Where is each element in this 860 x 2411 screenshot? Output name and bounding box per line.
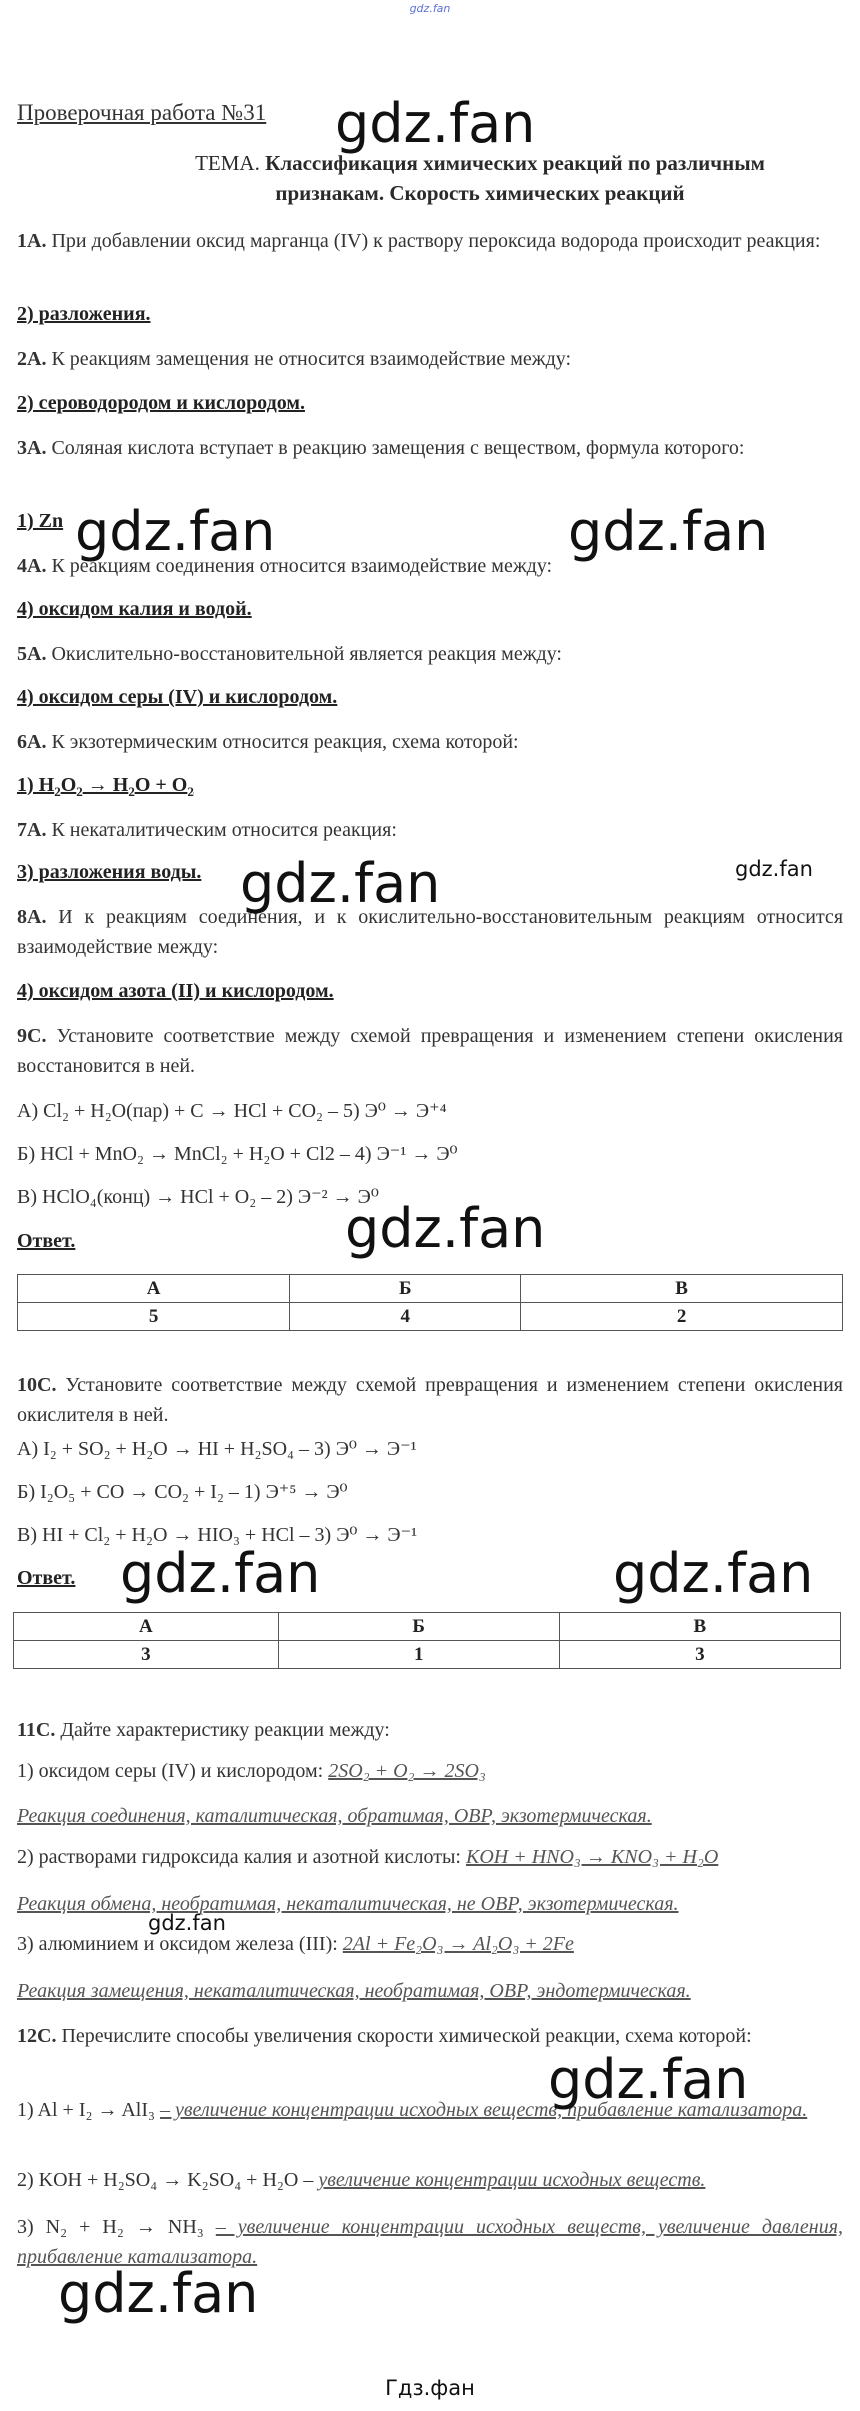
theme-heading [110, 148, 850, 208]
answer-sub: 2 [76, 784, 83, 799]
answer-7: 3) разложения воды. [17, 861, 202, 883]
scheme-c: В) HI + Cl₂ + H₂O → HIO₃ + HCl – 3) Э⁰ → Э⁻¹ [17, 1524, 418, 1546]
question-text: Перечислите способы увеличения скорости химической реакции, схема которой: [61, 2025, 752, 2047]
table-cell: 3 [14, 1641, 279, 1669]
answer-part: 1) H [17, 774, 55, 796]
question-text: Дайте характеристику реакции между: [60, 1719, 390, 1741]
question-number: 2А. [17, 348, 47, 370]
table-header: В [559, 1613, 840, 1641]
question-1 [17, 226, 843, 256]
question-12 [17, 2021, 843, 2051]
reaction-equation: KOH + HNO₃ → KNO₃ + H₂O [465, 1846, 719, 1868]
question-2 [17, 344, 843, 374]
question-number: 4А. [17, 555, 47, 577]
answer-sub: 2 [54, 784, 61, 799]
question-number: 7А. [17, 819, 47, 841]
question-number: 11С. [17, 1719, 56, 1741]
watermark: gdz.fan [548, 2048, 749, 2111]
reaction-equation: 2SO₂ + O₂ → 2SO₃ [328, 1760, 486, 1782]
question-7 [17, 815, 843, 845]
method-2 [17, 2169, 705, 2192]
question-text: К реакциям соединения относится взаимодействие между: [51, 555, 553, 577]
question-text: К некаталитическим относится реакция: [51, 819, 397, 841]
question-11 [17, 1715, 843, 1745]
question-text: К реакциям замещения не относится взаимодействие между: [51, 348, 572, 370]
watermark: gdz.fan [240, 852, 441, 915]
question-text: Окислительно-восстановительной является реакция между: [51, 643, 562, 665]
answer-sub: 2 [128, 784, 135, 799]
question-number: 6А. [17, 731, 47, 753]
watermark: gdz.fan [335, 92, 536, 155]
answer-sub: 2 [187, 784, 194, 799]
method-description: – увеличение концентрации исходных веществ, увеличение давления, прибавление катализатора. [17, 2216, 843, 2268]
watermark: gdz.fan [58, 2262, 259, 2325]
question-10 [17, 1370, 843, 1430]
answer-4: 4) оксидом калия и водой. [17, 598, 252, 620]
table-cell: 5 [18, 1303, 290, 1331]
question-text: Установите соответствие между схемой превращения и изменением степени окисления окислителя в ней. [17, 1374, 843, 1426]
table-header: А [18, 1275, 290, 1303]
question-text: К экзотермическим относится реакция, схема которой: [51, 731, 519, 753]
answer-2: 2) сероводородом и кислородом. [17, 392, 305, 414]
scheme-b: Б) HCl + MnO₂ → MnCl₂ + H₂O + Cl2 – 4) Э⁻¹ → Э⁰ [17, 1143, 458, 1165]
top-watermark: gdz.fan [409, 2, 451, 15]
answer-6 [17, 774, 194, 797]
answer-table-9 [17, 1274, 843, 1331]
method-description: – увеличение концентрации исходных веществ, прибавление катализатора. [160, 2099, 808, 2121]
answer-label: Ответ. [17, 1567, 76, 1589]
table-row [14, 1641, 841, 1669]
reaction-2-description: Реакция обмена, необратимая, некаталитическая, не ОВР, экзотермическая. [17, 1893, 679, 1915]
question-3 [17, 433, 843, 463]
question-6 [17, 727, 843, 757]
answer-3: 1) Zn [17, 510, 64, 532]
watermark: gdz.fan [735, 857, 813, 881]
answer-part: → H [82, 774, 129, 796]
question-5 [17, 639, 843, 669]
reaction-2 [17, 1846, 718, 1869]
question-number: 9С. [17, 1025, 47, 1047]
table-header-row [14, 1613, 841, 1641]
answer-label: Ответ. [17, 1230, 76, 1252]
question-number: 5А. [17, 643, 47, 665]
scheme-b: Б) I₂O₅ + CO → CO₂ + I₂ – 1) Э⁺⁵ → Э⁰ [17, 1481, 348, 1503]
question-number: 8А. [17, 906, 47, 928]
reaction-3 [17, 1933, 574, 1956]
reaction-label: 1) оксидом серы (IV) и кислородом: [17, 1760, 324, 1782]
question-number: 12С. [17, 2025, 57, 2047]
table-header-row [18, 1275, 843, 1303]
answer-table-10 [13, 1612, 841, 1669]
answer-5: 4) оксидом серы (IV) и кислородом. [17, 686, 338, 708]
watermark: gdz.fan [120, 1542, 321, 1605]
question-text: При добавлении оксид марганца (IV) к раствору пероксида водорода происходит реакция: [51, 230, 821, 252]
question-text: Соляная кислота вступает в реакцию замещения с веществом, формула которого: [51, 437, 745, 459]
theme-line-1: Классификация химических реакций по различным [265, 151, 765, 175]
page-title: Проверочная работа №31 [17, 100, 267, 125]
theme-line-2: признакам. Скорость химических реакций [275, 181, 685, 205]
watermark: gdz.fan [148, 1911, 226, 1935]
reaction-label: 2) растворами гидроксида калия и азотной кислоты: [17, 1846, 461, 1868]
table-row [18, 1303, 843, 1331]
watermark: gdz.fan [613, 1542, 814, 1605]
table-header: А [14, 1613, 279, 1641]
watermark: gdz.fan [345, 1197, 546, 1260]
question-text: Установите соответствие между схемой превращения и изменением степени окисления восстановится в ней. [17, 1025, 843, 1077]
answer-part: O [60, 774, 77, 796]
question-number: 1А. [17, 230, 47, 252]
method-equation: 3) N₂ + H₂ → NH₃ [17, 2216, 204, 2238]
answer-8: 4) оксидом азота (II) и кислородом. [17, 980, 334, 1002]
question-number: 10С. [17, 1374, 57, 1396]
watermark: gdz.fan [75, 500, 276, 563]
table-cell: 2 [521, 1303, 843, 1331]
reaction-3-description: Реакция замещения, некаталитическая, необратимая, ОВР, эндотермическая. [17, 1980, 691, 2002]
method-equation: 1) Al + I₂ → AlI₃ [17, 2099, 155, 2121]
question-9 [17, 1021, 843, 1081]
reaction-equation: 2Al + Fe₂O₃ → Al₂O₃ + 2Fe [342, 1933, 574, 1955]
method-equation: 2) KOH + H₂SO₄ → K₂SO₄ + H₂O – [17, 2169, 314, 2191]
table-header: Б [278, 1613, 559, 1641]
table-cell: 4 [290, 1303, 521, 1331]
question-number: 3А. [17, 437, 47, 459]
method-description: увеличение концентрации исходных веществ. [318, 2169, 706, 2191]
table-cell: 3 [559, 1641, 840, 1669]
table-header: В [521, 1275, 843, 1303]
scheme-c: В) HClO₄(конц) → HCl + O₂ – 2) Э⁻² → Э⁰ [17, 1186, 379, 1208]
reaction-1 [17, 1760, 486, 1783]
answer-part: O + O [134, 774, 188, 796]
reaction-label: 3) алюминием и оксидом железа (III): [17, 1933, 338, 1955]
watermark: gdz.fan [568, 500, 769, 563]
table-header: Б [290, 1275, 521, 1303]
reaction-1-description: Реакция соединения, каталитическая, обратимая, ОВР, экзотермическая. [17, 1805, 652, 1827]
table-cell: 1 [278, 1641, 559, 1669]
footer-text: Гдз.фан [385, 2376, 475, 2400]
scheme-a: А) I₂ + SO₂ + H₂O → HI + H₂SO₄ – 3) Э⁰ → Э⁻¹ [17, 1438, 417, 1460]
scheme-a: А) Cl₂ + H₂O(пар) + C → HCl + CO₂ – 5) Э⁰ → Э⁺⁴ [17, 1100, 447, 1122]
question-text: И к реакциям соединения, и к окислительно-восстановительным реакциям относится взаимодействие между: [17, 906, 844, 958]
answer-1: 2) разложения. [17, 303, 151, 325]
theme-prefix: ТЕМА. [195, 151, 260, 175]
